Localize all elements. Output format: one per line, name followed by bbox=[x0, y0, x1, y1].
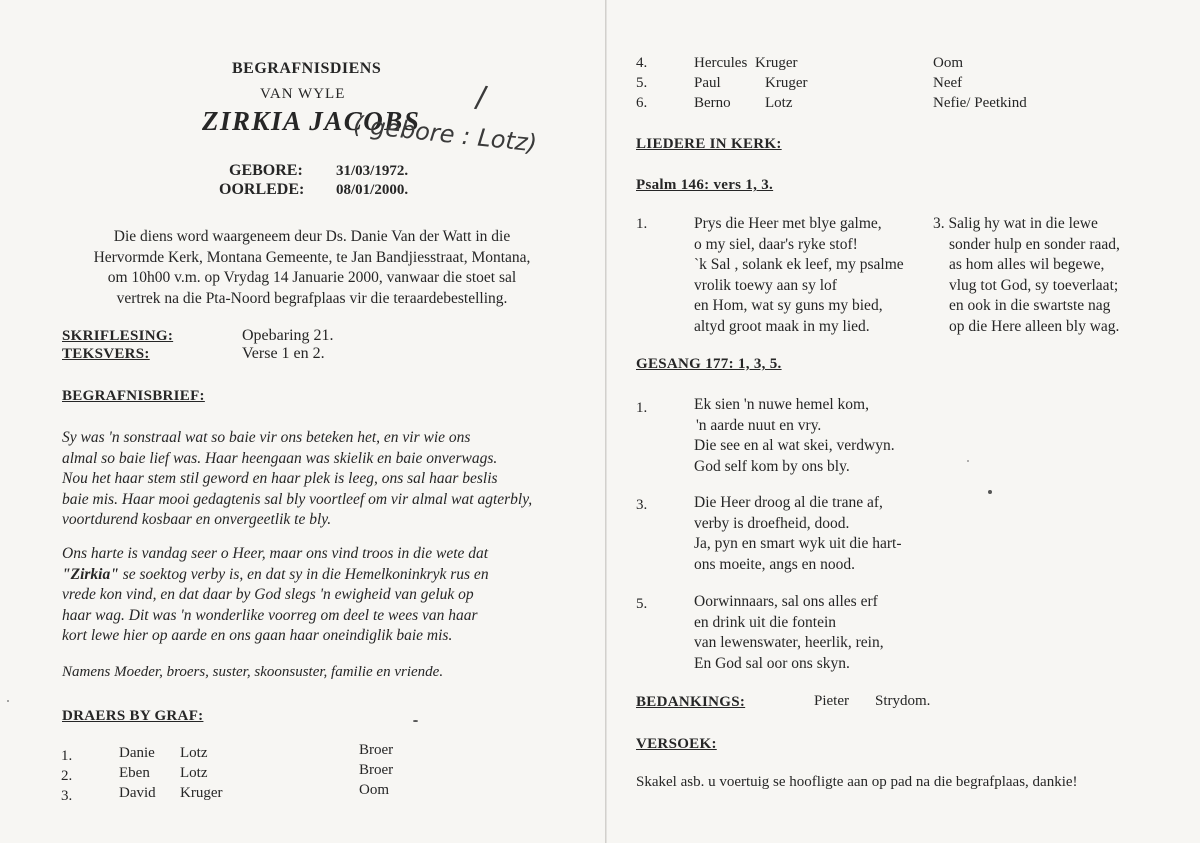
program-title: BEGRAFNISDIENS bbox=[232, 60, 382, 77]
verse-line: en Hom, wat sy guns my bied, bbox=[694, 297, 883, 314]
verse-line: verby is droefheid, dood. bbox=[694, 514, 850, 532]
service-line: Hervormde Kerk, Montana Gemeente, te Jan Bandjiesstraat, Montana, bbox=[93, 248, 531, 266]
verse-line: sonder hulp en sonder raad, bbox=[949, 235, 1120, 253]
right-page bbox=[600, 0, 1200, 843]
scan-speck bbox=[988, 490, 992, 494]
gesang-verse bbox=[694, 395, 895, 477]
verse-line: God self kom by ons bly. bbox=[694, 457, 850, 475]
letter-line: vrede kon vind, en dat daar by God slegs 'n ewigheid van geluk op bbox=[62, 586, 474, 603]
verse-line: Prys die Heer met blye galme, bbox=[694, 215, 882, 232]
program-subtitle: VAN WYLE bbox=[260, 86, 346, 102]
deceased-name: ZIRKIA JACOBS bbox=[202, 106, 421, 136]
verse-line: Die Heer droog al die trane af, bbox=[694, 494, 883, 511]
verse-line: as hom alles wil begewe, bbox=[949, 256, 1105, 273]
bearer-last-name: Kruger bbox=[765, 75, 808, 91]
bearer-number: 2. bbox=[61, 768, 73, 784]
verse-line: van lewenswater, heerlik, rein, bbox=[694, 634, 884, 651]
letter-line: Ons harte is vandag seer o Heer, maar ons vind troos in die wete dat bbox=[62, 545, 489, 562]
thanks-label: BEDANKINGS: bbox=[636, 694, 746, 710]
reading-label: SKRIFLESING: bbox=[62, 328, 174, 344]
scan-speck bbox=[967, 460, 969, 462]
bearer-last-name: Lotz bbox=[180, 765, 208, 781]
bearer-number: 3. bbox=[61, 788, 73, 804]
service-line: vertrek na die Pta-Noord begrafplaas vir die teraardebestelling. bbox=[116, 289, 508, 307]
bearer-number: 5. bbox=[636, 75, 648, 91]
thanks-last-name: Strydom. bbox=[875, 693, 931, 709]
gesang-verse bbox=[694, 592, 884, 674]
verse-line: Ja, pyn en smart wyk uit die hart- bbox=[694, 535, 902, 552]
gesang-verse-number: 1. bbox=[636, 400, 648, 416]
letter-heading: BEGRAFNISBRIEF: bbox=[62, 388, 205, 404]
songs-heading: LIEDERE IN KERK: bbox=[636, 136, 782, 152]
service-line: om 10h00 v.m. op Vrydag 14 Januarie 2000, vanwaar die stoet sal bbox=[107, 269, 517, 286]
letter-line bbox=[62, 565, 582, 586]
bearer-first-name: Hercules bbox=[694, 55, 748, 71]
verse-line: 3. Salig hy wat in die lewe bbox=[933, 215, 1098, 232]
handwritten-note: ( gebore : Lotz) bbox=[352, 110, 539, 158]
gesang-verse bbox=[694, 493, 901, 575]
signoff: Namens Moeder, broers, suster, skoonsuster, familie en vriende. bbox=[62, 664, 444, 680]
letter-line: Nou het haar stem stil geword en haar plek is leeg, ons sal haar beslis bbox=[62, 470, 498, 487]
bearer-first-name: David bbox=[119, 785, 156, 801]
request-label: VERSOEK: bbox=[636, 736, 717, 752]
handwritten-stroke: / bbox=[473, 79, 490, 116]
service-line: Die diens word waargeneem deur Ds. Danie Van der Watt in die bbox=[113, 228, 511, 245]
letter-line: haar wag. Dit was 'n wonderlike voorreg om deel te wees van haar bbox=[62, 606, 478, 624]
letter-line: kort lewe hier op aarde en ons gaan haar oneindiglik baie mis. bbox=[62, 627, 453, 644]
bearer-last-name: Kruger bbox=[180, 785, 223, 801]
died-date: 08/01/2000. bbox=[336, 182, 409, 198]
psalm-heading: Psalm 146: vers 1, 3. bbox=[636, 177, 774, 193]
verse-line: op die Here alleen bly wag. bbox=[949, 317, 1120, 335]
gesang-verse-number: 5. bbox=[636, 596, 648, 612]
scan-speck bbox=[7, 700, 9, 702]
verse-line: vlug tot God, sy toeverlaat; bbox=[949, 276, 1119, 294]
letter-line: almal so baie lief was. Haar heengaan was skielik en baie onverwags. bbox=[62, 449, 498, 467]
psalm-verse-number: 1. bbox=[636, 216, 648, 232]
verse-line: ons moeite, angs en nood. bbox=[694, 555, 856, 573]
bearer-number: 4. bbox=[636, 55, 648, 71]
verse-line: en drink uit die fontein bbox=[694, 613, 837, 631]
verse-line: En God sal oor ons skyn. bbox=[694, 654, 850, 672]
letter-line: baie mis. Haar mooi gedagtenis sal bly voortleef om vir almal wat agterbly, bbox=[62, 490, 533, 508]
request-text: Skakel asb. u voertuig se hoofligte aan op pad na die begrafplaas, dankie! bbox=[636, 774, 1078, 790]
letter-line: voortdurend kosbaar en onvergeetlik te bly. bbox=[62, 511, 332, 528]
verse-line: en ook in die swartste nag bbox=[949, 297, 1111, 314]
scan-speck bbox=[413, 720, 418, 722]
bearer-first-name: Danie bbox=[119, 745, 155, 761]
verse-line: `k Sal , solank ek leef, my psalme bbox=[694, 256, 904, 273]
verse-line: vrolik toewy aan sy lof bbox=[694, 276, 837, 294]
verse-line: altyd groot maak in my lied. bbox=[694, 317, 870, 335]
psalm-verse-1 bbox=[694, 214, 904, 337]
bearer-relation: Oom bbox=[933, 55, 963, 71]
quoted-name: "Zirkia" bbox=[62, 565, 119, 583]
psalm-verse-3 bbox=[933, 214, 1120, 337]
reading-value: Opebaring 21. bbox=[242, 327, 334, 344]
gesang-heading: GESANG 177: 1, 3, 5. bbox=[636, 356, 782, 372]
gesang-verse-number: 3. bbox=[636, 497, 648, 513]
bearer-relation: Oom bbox=[359, 782, 389, 798]
thanks-first-name: Pieter bbox=[814, 693, 849, 709]
letter-paragraph-2 bbox=[62, 544, 582, 647]
born-date: 31/03/1972. bbox=[336, 163, 409, 179]
verse-line: Die see en al wat skei, verdwyn. bbox=[694, 437, 895, 454]
verse-line: Oorwinnaars, sal ons alles erf bbox=[694, 593, 878, 610]
bearer-relation: Nefie/ Peetkind bbox=[933, 95, 1027, 111]
verse-line: Ek sien 'n nuwe hemel kom, bbox=[694, 396, 869, 413]
bearer-first-name: Paul bbox=[694, 75, 721, 91]
bearer-first-name: Eben bbox=[119, 765, 150, 781]
bearer-last-name: Lotz bbox=[180, 745, 208, 761]
bearers-heading: DRAERS BY GRAF: bbox=[62, 708, 204, 724]
verse-line: 'n aarde nuut en vry. bbox=[696, 416, 822, 434]
bearer-relation: Broer bbox=[359, 742, 394, 758]
bearer-number: 6. bbox=[636, 95, 648, 111]
bearer-first-name: Berno bbox=[694, 95, 731, 111]
text-value: Verse 1 en 2. bbox=[242, 345, 325, 362]
bearer-last-name: Kruger bbox=[755, 55, 798, 71]
service-details bbox=[62, 227, 562, 309]
died-label: OORLEDE: bbox=[219, 181, 305, 198]
bearer-relation: Broer bbox=[359, 762, 394, 778]
bearer-relation: Neef bbox=[933, 75, 963, 91]
letter-paragraph-1 bbox=[62, 428, 582, 531]
born-label: GEBORE: bbox=[229, 162, 303, 179]
bearer-number: 1. bbox=[61, 748, 73, 764]
letter-line: Sy was 'n sonstraal wat so baie vir ons beteken het, en vir wie ons bbox=[62, 429, 471, 446]
verse-line: o my siel, daar's ryke stof! bbox=[694, 235, 858, 253]
bearer-last-name: Lotz bbox=[765, 95, 793, 111]
letter-line-rest: se soektog verby is, en dat sy in die Hemelkoninkryk rus en bbox=[118, 565, 489, 583]
text-label: TEKSVERS: bbox=[62, 346, 150, 362]
